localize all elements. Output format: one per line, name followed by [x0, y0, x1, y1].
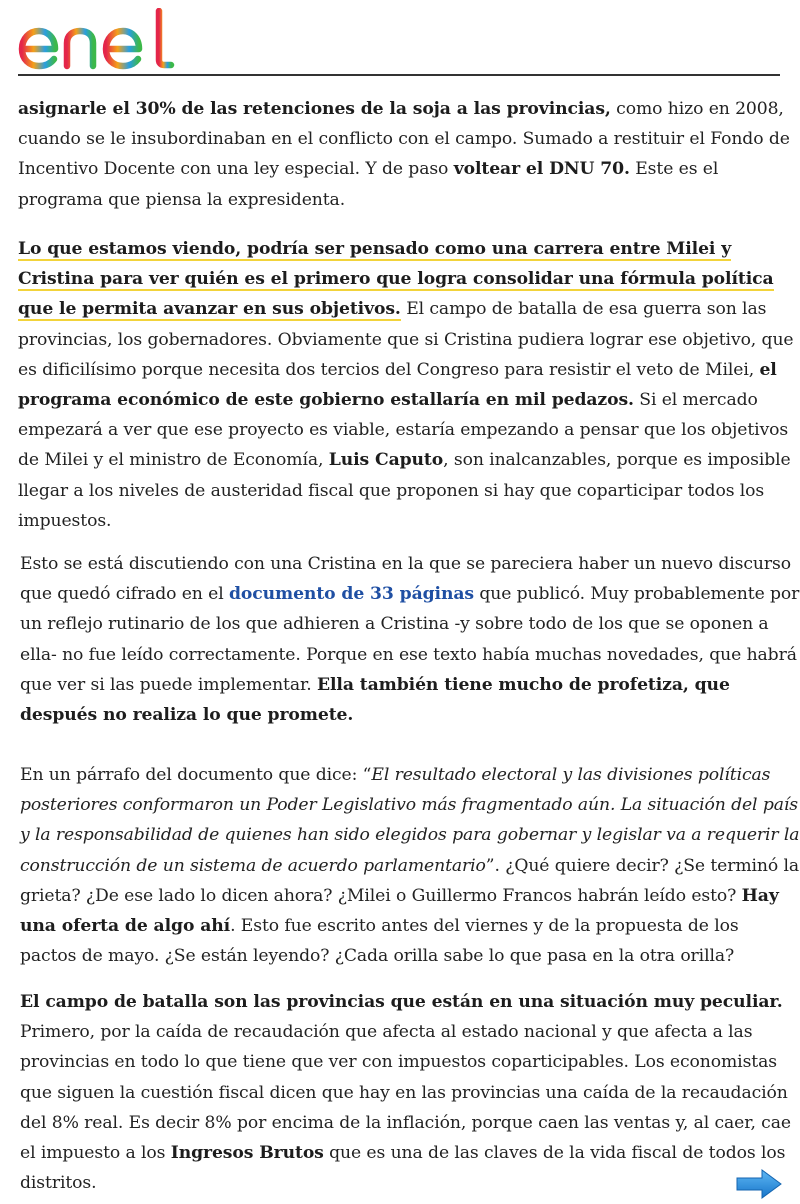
article-paragraph-4: [20, 760, 800, 971]
document-link[interactable]: documento de 33 páginas: [228, 584, 474, 605]
body-text: , son inalcanzables, porque es imposible llegar a los niveles de austeridad fiscal que proponen si hay que coparticipar todos los impuestos.: [18, 450, 791, 531]
enel-logo[interactable]: [18, 8, 180, 70]
bold-text: voltear el DNU 70.: [453, 159, 630, 180]
body-text: como hizo en 2008, cuando se le insubordinaban en el conflicto con el campo. Sumado a restituir el Fondo de Incentivo Docente con una ley especial. Y de paso: [18, 99, 790, 180]
highlighted-text: Lo que estamos viendo, podría ser pensado como una carrera entre Milei y Cristina para ver quién es el primero que logra consolidar una fórmula política que le permita avanzar en sus objetivos.: [18, 239, 774, 320]
body-text: El campo de batalla de esa guerra son las provincias, los gobernadores. Obviamente que si Cristina pudiera lograr ese objetivo, que es dificilísimo porque necesita dos tercios del Congreso para resistir el veto de Milei,: [18, 299, 794, 380]
bold-text: Ella también tiene mucho de profetiza, que después no realiza lo que promete.: [20, 674, 730, 726]
body-text: Este es el programa que piensa la expresidenta.: [18, 159, 719, 210]
bold-text: el programa económico de este gobierno estallaría en mil pedazos.: [18, 359, 777, 411]
body-text: que es una de las claves de la vida fiscal de todos los distritos.: [20, 1143, 786, 1194]
bold-text: asignarle el 30% de las retenciones de la soja a las provincias,: [18, 99, 611, 119]
bold-text: El campo de batalla son las provincias que están en una situación muy peculiar.: [20, 992, 783, 1012]
body-text: En un párrafo del documento que dice: “: [20, 765, 372, 785]
body-text: Primero, por la caída de recaudación que afecta al estado nacional y que afecta a las provincias en todo lo que tiene que ver con impuestos coparticipables. Los economistas que siguen la cuestión fiscal dicen que hay en las provincias una caída de la recaudación del 8% real. Es decir 8% por encima de la inflación, porque caen las ventas y, al caer, cae el impuesto a los: [20, 1022, 791, 1164]
body-text: Si el mercado empezará a ver que ese proyecto es viable, estaría empezando a pensar que los objetivos de Milei y el ministro de Economía,: [18, 390, 789, 471]
body-text: . Esto fue escrito antes del viernes y de la propuesta de los pactos de mayo. ¿Se están leyendo? ¿Cada orilla sabe lo que pasa en la otra orilla?: [20, 916, 739, 967]
arrow-right-icon: [734, 1168, 784, 1200]
article-paragraph-5: [20, 987, 800, 1198]
body-text: que publicó. Muy probablemente por un reflejo rutinario de los que adhieren a Cristina -y sobre todo de los que se oponen a ella- no fue leído correctamente. Porque en ese texto había muchas novedades, que habrá que ver si las puede implementar.: [20, 584, 800, 695]
bold-text: Ingresos Brutos: [170, 1143, 324, 1164]
next-page-button[interactable]: [734, 1168, 784, 1200]
bold-text: Luis Caputo: [328, 450, 444, 471]
bold-text: Hay una oferta de algo ahí: [20, 885, 779, 937]
article-paragraph-2: [18, 234, 798, 536]
quote-text: El resultado electoral y las divisiones políticas posteriores conformaron un Poder Legislativo más fragmentado aún. La situación del país y la responsabilidad de quienes han sido elegidos para gobernar y legislar va a requerir la construcción de un sistema de acuerdo parlamentario: [20, 765, 800, 876]
body-text: Esto se está discutiendo con una Cristina en la que se pareciera haber un nuevo discurso que quedó cifrado en el: [20, 554, 791, 605]
article-paragraph-1: [18, 94, 798, 215]
site-header: [18, 8, 780, 76]
article-paragraph-3: [20, 549, 800, 730]
body-text: ”. ¿Qué quiere decir? ¿Se terminó la grieta? ¿De ese lado lo dicen ahora? ¿Milei o Guillermo Francos habrán leído esto?: [20, 855, 800, 906]
